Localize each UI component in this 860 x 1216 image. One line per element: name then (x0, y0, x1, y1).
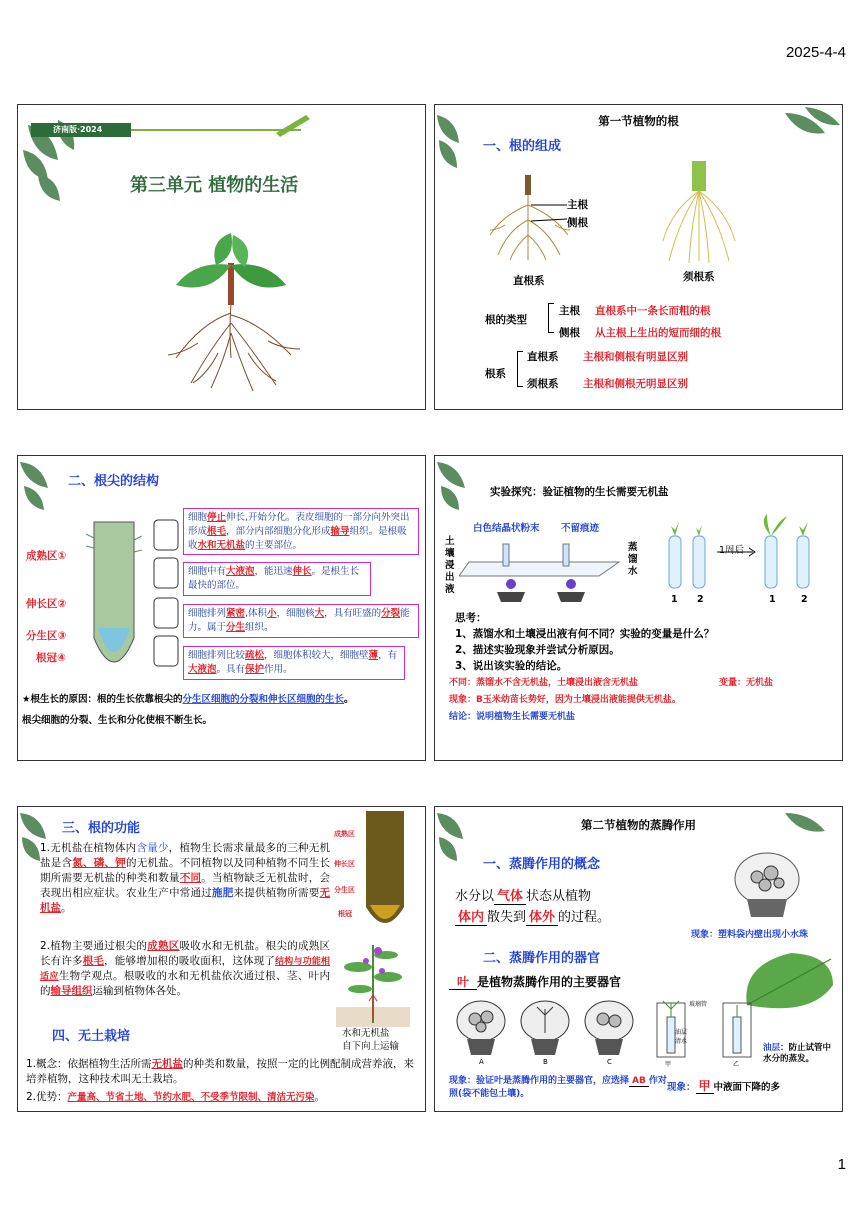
growth-summary: 根尖细胞的分裂、生长和分化使根不断生长。 (22, 715, 213, 726)
caption-taproot: 直根系 (513, 275, 545, 287)
label-glass-tube: 玻璃管 (689, 1001, 708, 1008)
label-after-week: 1周后 (719, 545, 745, 556)
main-root-desc: 直根系中一条长而粗的根 (595, 305, 711, 317)
zone-meristem: 分生区 (334, 886, 355, 894)
edition-badge: 济南版·2024 (31, 123, 131, 137)
elongation-zone-box: 细胞中有大液泡，能迅速伸长。是根生长最快的部位。 (183, 562, 371, 596)
subsection-title: 二、根尖的结构 (68, 474, 160, 489)
leaf-decoration-icon (435, 807, 485, 867)
page-number: 1 (837, 1156, 846, 1173)
subsection-title: 二、蒸腾作用的器官 (483, 951, 601, 966)
caption-fibrous: 须根系 (683, 271, 715, 283)
subsection-title: 一、蒸腾作用的概念 (483, 857, 601, 872)
label-main-root: 主根 (567, 199, 588, 211)
label-yi: 乙 (733, 1061, 740, 1068)
zone-maturation: 成熟区 (334, 830, 355, 838)
zone-elongation: 伸长区 (334, 860, 355, 868)
slide-root-function (17, 806, 426, 1112)
think-label: 思考： (455, 612, 487, 624)
fibrous-root-image (660, 161, 740, 267)
root-tip-diagram (86, 518, 142, 678)
answer-variable: 变量：无机盐 (719, 678, 774, 688)
brace (517, 351, 523, 387)
slide-root-composition (434, 104, 843, 410)
taproot-system-desc: 主根和侧根有明显区别 (583, 351, 688, 363)
slide-unit-title (17, 104, 426, 410)
pencil-icon (268, 107, 318, 139)
zone-elongation: 伸长区② (26, 598, 67, 610)
root-system-label: 根系 (485, 368, 506, 380)
zone-root-cap: 根冠 (338, 910, 352, 918)
subsection-title: 一、根的组成 (483, 139, 562, 154)
oil-layer-note: 油层：防止试管中水分的蒸发。 (763, 1043, 832, 1065)
tube-label-1b: 1 (769, 594, 776, 605)
leaf-decoration-icon (18, 105, 138, 215)
side-root-name: 侧根 (559, 327, 580, 339)
tube-label-2b: 2 (801, 594, 808, 605)
question-2: 2、描述实验现象并尝试分析原因。 (455, 644, 620, 656)
seedling-root-icon (158, 223, 308, 403)
leaf-decoration-icon (435, 456, 485, 516)
pointer-lines (531, 201, 571, 225)
cell-shapes-diagram (148, 518, 184, 678)
label-crystal: 白色结晶状粉末 (473, 523, 540, 534)
label-B: B (543, 1058, 548, 1066)
answer-conclusion: 结论：说明植物生长需要无机盐 (449, 712, 576, 722)
section-heading: 第一节植物的根 (598, 114, 679, 128)
brace (548, 303, 554, 333)
side-root-desc: 从主根上生出的短而细的根 (595, 327, 721, 339)
slide-transpiration (434, 806, 843, 1112)
subsection-title: 三、根的功能 (62, 821, 141, 836)
observation-leaf-organ: 现象：验证叶是蒸腾作用的主要器官，应选择 AB 作对照(袋不能包土壤)。 (449, 1076, 667, 1099)
label-distilled-water: 蒸馏水 (628, 542, 638, 577)
soilless-concept: 1.概念：依据植物生活所需无机盐的种类和数量，按照一定的比例配制成营养液，来培养植物，这种技术叫无土栽培。 (26, 1058, 415, 1085)
label-water: 清水 (675, 1038, 688, 1045)
label-soil-extract: 土壤浸出液 (445, 536, 455, 595)
answer-phenomenon: 现象：B玉米幼苗长势好，因为土壤浸出液能提供无机盐。 (449, 695, 681, 705)
question-1: 1、蒸馏水和土壤浸出液有何不同？实验的变量是什么？ (455, 628, 715, 640)
print-date: 2025-4-4 (785, 44, 846, 61)
organ-statement: 叶 是植物蒸腾作用的主要器官 (449, 973, 621, 990)
answer-difference: 不同：蒸馏水不含无机盐，土壤浸出液含无机盐 (449, 678, 639, 688)
zone-meristem: 分生区③ (26, 630, 67, 642)
label-oil: 油层 (675, 1029, 688, 1036)
function-para-1: 1.无机盐在植物体内含量少，植物生长需求量最多的三种无机盐是含氮、磷、钾的无机盐。不同植物以及同种植物不同生长期所需要无机盐的种类和数量不同。当植物缺乏无机盐时，会表现出相应症状。农业生产中常通过施肥来提供植物所需要无机盐。 (40, 842, 331, 914)
root-cap-box: 细胞排列比较疏松，细胞体积较大，细胞壁薄，有大液泡。具有保护作用。 (183, 646, 405, 680)
concept-line-2: 体内 散失到 体外 的过程。 (455, 906, 610, 925)
tube-label-2: 2 (697, 594, 704, 605)
growth-reason-note: ★根生长的原因：根的生长依靠根尖的分生区细胞的分裂和伸长区细胞的生长。 (22, 694, 354, 705)
question-3: 3、说出该实验的结论。 (455, 660, 568, 672)
zone-maturation: 成熟区① (26, 550, 67, 562)
label-jia: 甲 (665, 1061, 672, 1068)
experiment-title: 实验探究：验证植物的生长需要无机盐 (490, 486, 669, 498)
plant-transport-diagram (336, 937, 410, 1027)
main-root-name: 主根 (559, 305, 580, 317)
concept-line-1: 水分以 气体 状态从植物 (455, 889, 592, 904)
label-no-trace: 不留痕迹 (561, 523, 600, 534)
label-side-root: 侧根 (567, 217, 588, 229)
transport-caption-1: 水和无机盐 (342, 1028, 390, 1039)
zone-root-cap: 根冠④ (36, 652, 66, 664)
label-C: C (607, 1058, 612, 1066)
meristem-zone-box: 细胞排列紧密,体积小，细胞核大，具有旺盛的分裂能力。属于分生组织。 (183, 604, 419, 638)
observation-droplets: 现象：塑料袋内壁出现小水珠 (691, 930, 809, 940)
maturation-zone-box: 细胞停止伸长,开始分化。表皮细胞的一部分向外突出形成根毛，部分内部细胞分化形成输导组织。是根吸收水和无机盐的主要部位。 (183, 508, 419, 555)
slide-root-tip-structure (17, 455, 426, 761)
taproot-system-name: 直根系 (527, 351, 559, 363)
function-para-2: 2.植物主要通过根尖的成熟区吸收水和无机盐。根尖的成熟区长有许多根毛，能够增加根的吸收面积，这体现了结构与功能相适应生物学观点。根吸收的水和无机盐依次通过根、茎、叶内的输导组织运输到植物体各处。 (40, 940, 331, 997)
slide-mineral-experiment (434, 455, 843, 761)
evaporation-setup-diagram (459, 532, 629, 606)
section-heading: 第二节植物的蒸腾作用 (581, 818, 696, 832)
observation-liquid-level: 现象： 甲 中液面下降的多 (667, 1079, 781, 1093)
label-A: A (479, 1058, 484, 1066)
unit-title: 第三单元 植物的生活 (130, 175, 299, 196)
seedling-tubes-diagram (665, 512, 839, 594)
tube-label-1: 1 (671, 594, 678, 605)
soilless-advantages: 2.优势：产量高、节省土地、节约水肥、不受季节限制、清洁无污染。 (26, 1091, 326, 1103)
root-tip-photo (358, 809, 412, 935)
root-types-label: 根的类型 (485, 314, 527, 326)
fibrous-system-name: 须根系 (527, 378, 559, 390)
subsection-title: 四、无土栽培 (52, 1029, 131, 1044)
transport-caption-2: 自下向上运输 (342, 1041, 400, 1052)
bagged-plant-image (731, 849, 803, 919)
fibrous-system-desc: 主根和侧根无明显区别 (583, 378, 688, 390)
